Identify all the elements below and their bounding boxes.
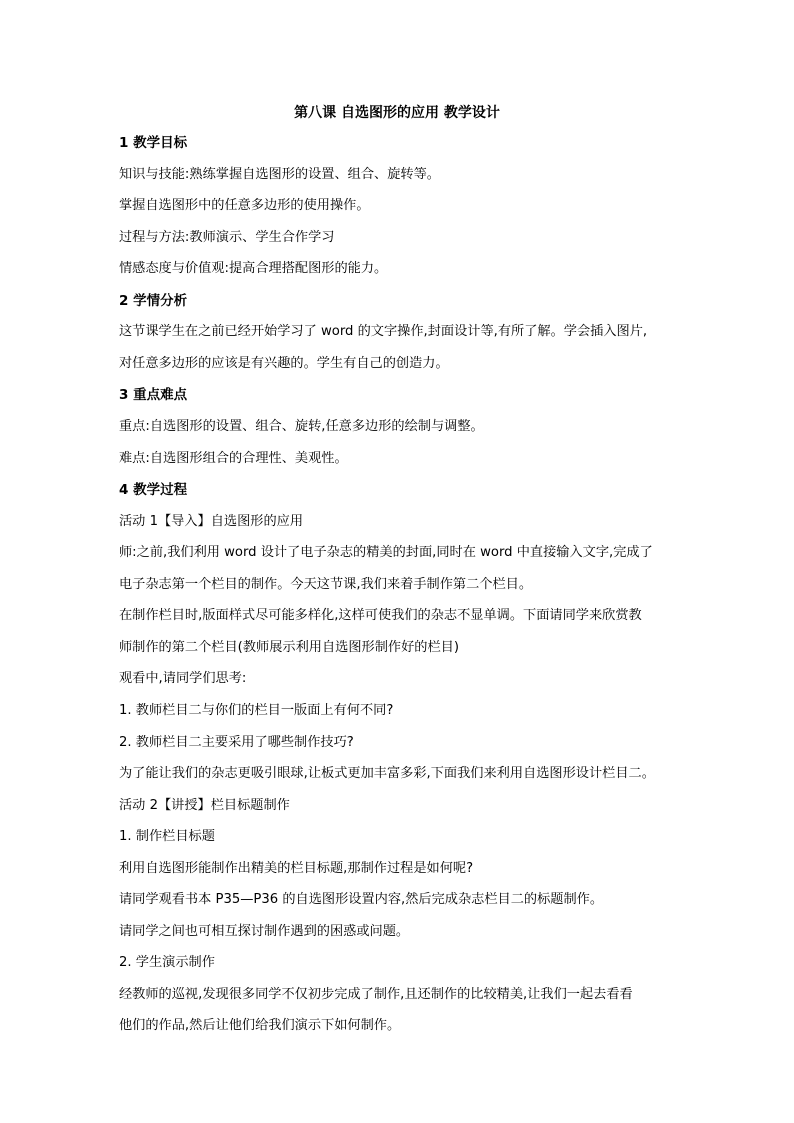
body-line: 难点:自选图形组合的合理性、美观性。	[119, 450, 348, 466]
body-line: 过程与方法:教师演示、学生合作学习	[119, 229, 335, 245]
body-line: 2. 学生演示制作	[119, 955, 215, 971]
body-line: 2. 教师栏目二主要采用了哪些制作技巧?	[119, 734, 354, 750]
body-line: 重点:自选图形的设置、组合、旋转,任意多边形的绘制与调整。	[119, 418, 484, 434]
body-line: 1. 教师栏目二与你们的栏目一版面上有何不同?	[119, 702, 394, 718]
section-heading: 3 重点难点	[119, 387, 188, 404]
section-heading: 4 教学过程	[119, 482, 188, 499]
body-line: 对任意多边形的应该是有兴趣的。学生有自己的创造力。	[119, 355, 449, 371]
body-line: 经教师的巡视,发现很多同学不仅初步完成了制作,且还制作的比较精美,让我们一起去看看	[119, 986, 633, 1002]
section-heading: 1 教学目标	[119, 135, 188, 151]
body-line: 1. 制作栏目标题	[119, 829, 215, 845]
body-line: 请同学观看书本 P35—P36 的自选图形设置内容,然后完成杂志栏目二的标题制作。	[119, 892, 604, 908]
body-line: 掌握自选图形中的任意多边形的使用操作。	[119, 198, 370, 214]
body-line: 活动 1【导入】自选图形的应用	[119, 513, 304, 529]
body-line: 这节课学生在之前已经开始学习了 word 的文字操作,封面设计等,有所了解。学会插入图片,	[119, 324, 648, 340]
body-line: 活动 2【讲授】栏目标题制作	[119, 797, 290, 813]
body-line: 观看中,请同学们思考:	[119, 671, 247, 687]
body-line: 为了能让我们的杂志更吸引眼球,让板式更加丰富多彩,下面我们来利用自选图形设计栏目二。	[119, 766, 655, 781]
body-line: 师制作的第二个栏目(教师展示利用自选图形制作好的栏目)	[119, 639, 459, 655]
body-line: 知识与技能:熟练掌握自选图形的设置、组合、旋转等。	[119, 166, 440, 182]
body-line: 在制作栏目时,版面样式尽可能多样化,这样可使我们的杂志不显单调。下面请同学来欣赏教	[119, 608, 642, 624]
body-line: 师:之前,我们利用 word 设计了电子杂志的精美的封面,同时在 word 中直接输入文字,完成了	[119, 545, 653, 561]
body-line: 情感态度与价值观:提高合理搭配图形的能力。	[119, 261, 388, 277]
body-line: 请同学之间也可相互探讨制作遇到的困惑或问题。	[119, 923, 410, 939]
section-heading: 2 学情分析	[119, 292, 188, 309]
body-line: 电子杂志第一个栏目的制作。今天这节课,我们来着手制作第二个栏目。	[119, 576, 533, 592]
body-line: 他们的作品,然后让他们给我们演示下如何制作。	[119, 1018, 401, 1034]
body-line: 利用自选图形能制作出精美的栏目标题,那制作过程是如何呢?	[119, 860, 474, 876]
document-title: 第八课 自选图形的应用 教学设计	[294, 105, 500, 121]
